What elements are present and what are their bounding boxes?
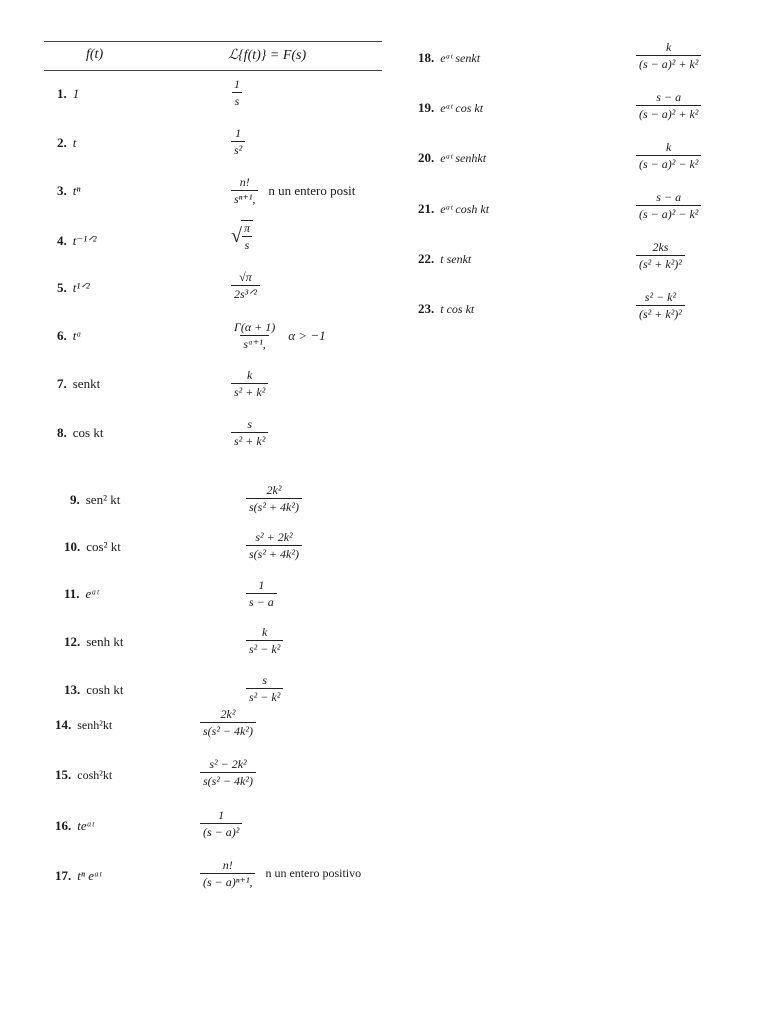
function-f: cosh kt <box>86 682 124 697</box>
denominator: s² + k² <box>231 432 268 448</box>
table-row <box>64 682 123 698</box>
function-f: sen² kt <box>85 492 121 507</box>
function-f: eᵃᵗ senhkt <box>440 150 487 165</box>
table-row <box>64 634 123 650</box>
numerator: 2k² <box>266 483 282 497</box>
row-number: 2. <box>57 135 67 150</box>
function-f: tⁿ <box>72 183 81 198</box>
transform-expression <box>231 175 355 206</box>
denominator: s² − k² <box>246 688 283 704</box>
transform-expression <box>246 483 302 514</box>
table-row <box>57 183 80 199</box>
header-f-of-t: f(t) <box>86 47 104 62</box>
numerator: s² − 2k² <box>209 757 247 771</box>
denominator: s(s² − 4k²) <box>200 722 256 738</box>
function-f: t cos kt <box>440 301 475 316</box>
table-row <box>57 135 76 151</box>
function-f: eᵃᵗ cos kt <box>440 100 484 115</box>
numerator: s <box>262 673 267 687</box>
row-number: 20. <box>418 150 435 165</box>
row-number: 9. <box>70 492 80 507</box>
transform-expression <box>636 90 701 121</box>
table-row <box>418 301 474 317</box>
function-f: senh kt <box>86 634 124 649</box>
table-row <box>57 233 97 249</box>
row-number: 12. <box>64 634 81 649</box>
denominator: (s − a)² + k² <box>636 105 701 121</box>
transform-expression <box>231 270 260 301</box>
row-number: 18. <box>418 50 435 65</box>
function-f: tⁿ eᵃᵗ <box>77 868 102 883</box>
numerator: 1 <box>234 77 240 91</box>
numerator: s − a <box>656 190 682 204</box>
row-number: 23. <box>418 301 435 316</box>
numerator: k <box>246 368 253 382</box>
row-number: 3. <box>57 183 67 198</box>
numerator: s² − k² <box>644 290 677 304</box>
row-number: 10. <box>64 539 81 554</box>
denominator: s² <box>231 141 245 157</box>
transform-expression <box>231 77 243 108</box>
table-row <box>70 492 120 508</box>
condition-note: n un entero posit <box>268 182 356 198</box>
table-row <box>55 717 112 733</box>
numerator: k <box>666 40 672 54</box>
table-row <box>55 818 94 834</box>
numerator: 1 <box>235 126 242 140</box>
table-row <box>64 586 99 602</box>
numerator: Γ(α + 1) <box>234 320 276 334</box>
transform-expression <box>231 320 326 351</box>
function-f: senkt <box>72 376 101 391</box>
function-f: t⁻¹ᐟ² <box>72 233 97 248</box>
function-f: eᵃᵗ senkt <box>440 50 481 65</box>
transform-expression <box>636 190 701 221</box>
table-row <box>57 86 79 102</box>
denominator: (s − a)² − k² <box>636 155 701 171</box>
row-number: 8. <box>57 425 67 440</box>
row-number: 11. <box>64 586 80 601</box>
numerator: k <box>666 140 672 154</box>
table-row <box>418 100 483 116</box>
row-number: 14. <box>55 717 72 732</box>
transform-expression <box>636 40 701 71</box>
numerator: s² + 2k² <box>255 530 293 544</box>
numerator: n! <box>222 858 233 872</box>
function-f: tᵅ <box>72 328 82 343</box>
function-f: cosh²kt <box>77 767 113 782</box>
transform-expression <box>636 240 685 271</box>
denominator: s² + k² <box>231 383 268 399</box>
transform-expression <box>231 220 253 252</box>
function-f: eᵃᵗ <box>85 586 99 601</box>
denominator: s² − k² <box>246 640 283 656</box>
transform-expression <box>246 530 302 561</box>
table-row <box>55 767 112 783</box>
table-row <box>418 201 489 217</box>
numerator: n! <box>239 175 250 189</box>
condition-note: n un entero positivo <box>265 866 362 880</box>
transform-expression <box>246 673 283 704</box>
condition-note: α > −1 <box>288 327 326 343</box>
transform-expression <box>200 757 256 788</box>
denominator: 2s³ᐟ² <box>231 285 260 301</box>
function-f: t¹ᐟ² <box>72 280 90 295</box>
table-row <box>57 376 100 392</box>
row-number: 5. <box>57 280 67 295</box>
row-number: 6. <box>57 328 67 343</box>
denominator: s − a <box>246 593 277 609</box>
row-number: 7. <box>57 376 67 391</box>
row-number: 13. <box>64 682 81 697</box>
function-f: 1 <box>72 86 80 101</box>
numerator: k <box>261 625 268 639</box>
row-number: 1. <box>57 86 67 101</box>
function-f: cos² kt <box>86 539 121 554</box>
row-number: 22. <box>418 251 435 266</box>
transform-expression <box>231 417 268 448</box>
denominator: s <box>242 236 253 252</box>
row-number: 16. <box>55 818 72 833</box>
function-f: t senkt <box>440 251 472 266</box>
transform-expression <box>231 368 268 399</box>
table-row <box>418 50 480 66</box>
transform-expression <box>246 578 277 609</box>
function-f: teᵃᵗ <box>77 818 94 833</box>
transform-expression <box>200 707 256 738</box>
numerator: √π <box>239 270 252 284</box>
function-f: t <box>72 135 77 150</box>
table-row <box>57 328 82 344</box>
row-number: 21. <box>418 201 435 216</box>
numerator: 1 <box>218 808 225 822</box>
transform-expression <box>636 290 685 321</box>
table-header-rule <box>44 70 382 71</box>
function-f: senh²kt <box>77 717 113 732</box>
row-number: 17. <box>55 868 72 883</box>
denominator: (s² + k²)² <box>636 255 685 271</box>
table-row <box>55 868 101 884</box>
denominator: sⁿ⁺¹, <box>231 190 258 206</box>
denominator: s <box>232 92 243 108</box>
numerator: s − a <box>656 90 682 104</box>
numerator: π <box>243 221 250 235</box>
denominator: s(s² + 4k²) <box>246 545 302 561</box>
header-laplace: ℒ{f(t)} = F(s) <box>228 48 307 63</box>
transform-expression <box>231 126 245 157</box>
transform-expression <box>200 808 242 839</box>
sqrt-symbol: √ $\frac{\pi}{s}$ <box>231 220 253 252</box>
table-row <box>57 425 103 441</box>
denominator: s(s² + 4k²) <box>246 498 302 514</box>
numerator: 2k² <box>220 707 236 721</box>
transform-expression <box>200 858 361 889</box>
numerator: s <box>247 417 252 431</box>
denominator: (s − a)² − k² <box>636 205 701 221</box>
table-row <box>64 539 121 555</box>
numerator: 2ks <box>652 240 669 254</box>
table-row <box>57 280 90 296</box>
transform-expression <box>246 625 283 656</box>
numerator: 1 <box>258 578 265 592</box>
transform-expression <box>636 140 701 171</box>
row-number: 4. <box>57 233 67 248</box>
table-row <box>418 251 471 267</box>
denominator: (s² + k²)² <box>636 305 685 321</box>
row-number: 15. <box>55 767 72 782</box>
function-f: eᵃᵗ cosh kt <box>440 201 490 216</box>
table-top-rule <box>44 41 382 42</box>
denominator: s(s² − 4k²) <box>200 772 256 788</box>
denominator: (s − a)² <box>200 823 242 839</box>
denominator: sᵅ⁺¹, <box>240 335 268 351</box>
table-row <box>418 150 486 166</box>
denominator: (s − a)ⁿ⁺¹, <box>200 873 255 889</box>
row-number: 19. <box>418 100 435 115</box>
function-f: cos kt <box>72 425 104 440</box>
denominator: (s − a)² + k² <box>636 55 701 71</box>
